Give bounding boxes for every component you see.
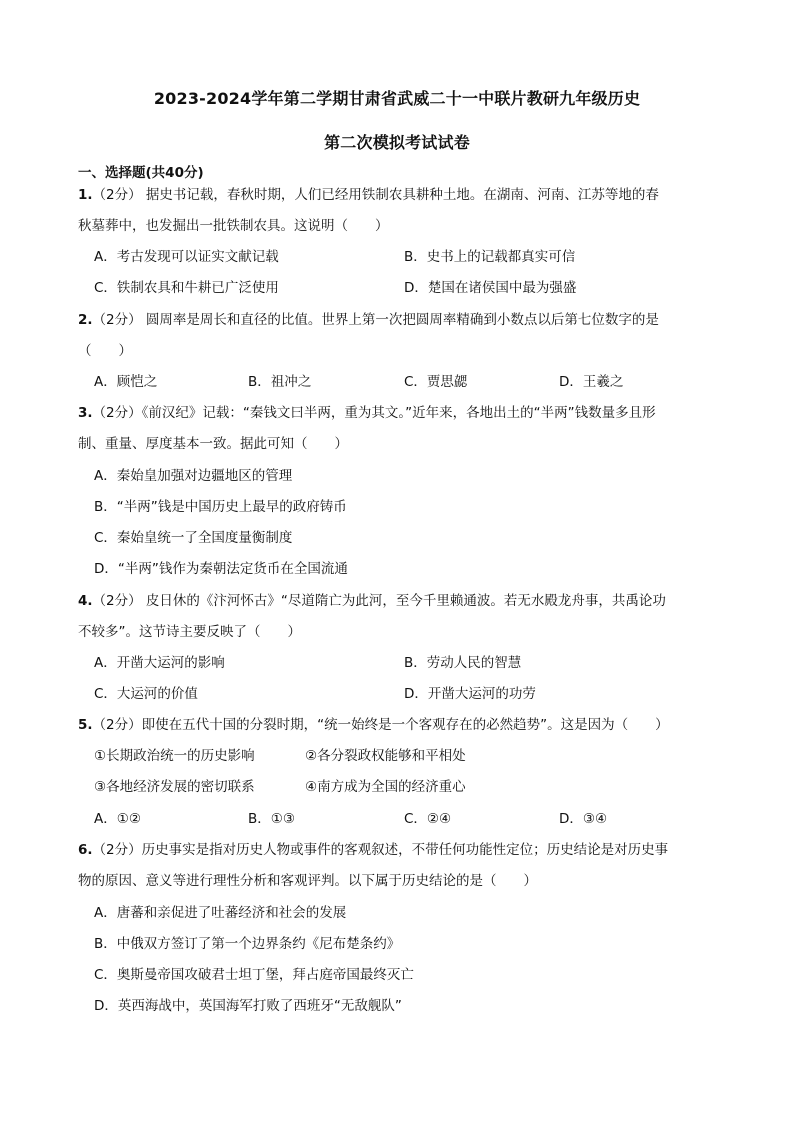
option-b: B．“半两”钱是中国历史上最早的政府铸币 [94, 499, 347, 515]
option-b: B．①③ [248, 811, 295, 827]
statement-2: ②各分裂政权能够和平相处 [305, 748, 466, 764]
question-number: 6. [78, 842, 93, 858]
option-c: C．铁制农具和牛耕已广泛使用 [94, 280, 279, 296]
question-4 [78, 591, 666, 611]
question-text: （2分）《前汉纪》记载：“秦钱文曰半两，重为其文。”近年来，各地出土的“半两”钱数量多且形 [92, 405, 656, 421]
option-d: D．英西海战中，英国海军打败了西班牙“无敌舰队” [94, 998, 402, 1014]
option-b: B．劳动人民的智慧 [404, 655, 522, 671]
statement-3: ③各地经济发展的密切联系 [94, 779, 255, 795]
question-number: 5. [78, 717, 93, 733]
page-subtitle: 第二次模拟考试试卷 [324, 133, 470, 152]
question-text: （2分） 皮日休的《汴河怀古》“尽道隋亡为此河，至今千里赖通波。若无水殿龙舟事，共禹论功 [92, 593, 666, 609]
option-d: D．王羲之 [559, 374, 624, 390]
option-a: A．顾恺之 [94, 374, 158, 390]
question-text-cont: 不较多”。这节诗主要反映了（ ） [78, 624, 301, 640]
option-c: C．贾思勰 [404, 374, 468, 390]
question-3 [78, 403, 656, 423]
option-a: A．①② [94, 811, 141, 827]
question-number: 1. [78, 187, 93, 203]
page-title: 2023-2024学年第二学期甘肃省武威二十一中联片教研九年级历史 [153, 89, 641, 108]
question-text-cont: （ ） [78, 343, 132, 359]
option-b: B．中俄双方签订了第一个边界条约《尼布楚条约》 [94, 936, 401, 952]
question-text: （2分） 据史书记载，春秋时期，人们已经用铁制农具耕种土地。在湖南、河南、江苏等地的春 [92, 187, 659, 203]
question-2 [78, 310, 659, 330]
question-6 [78, 840, 668, 860]
option-d: D．开凿大运河的功劳 [404, 686, 536, 702]
option-c: C．奥斯曼帝国攻破君士坦丁堡，拜占庭帝国最终灭亡 [94, 967, 414, 983]
option-c: C．②④ [404, 811, 452, 827]
question-5 [78, 715, 669, 735]
option-d: D．楚国在诸侯国中最为强盛 [404, 280, 577, 296]
question-text: （2分）历史事实是指对历史人物或事件的客观叙述，不带任何功能性定位；历史结论是对历史事 [92, 842, 669, 858]
section-heading: 一、选择题(共40分) [78, 165, 204, 181]
option-a: A．唐蕃和亲促进了吐蕃经济和社会的发展 [94, 905, 347, 921]
option-a: A．考古发现可以证实文献记载 [94, 249, 279, 265]
question-number: 4. [78, 593, 93, 609]
question-text: （2分） 圆周率是周长和直径的比值。世界上第一次把圆周率精确到小数点以后第七位数字的是 [92, 312, 659, 328]
question-text-cont: 物的原因、意义等进行理性分析和客观评判。以下属于历史结论的是（ ） [78, 873, 537, 889]
question-text-cont: 制、重量、厚度基本一致。据此可知（ ） [78, 436, 348, 452]
question-number: 3. [78, 405, 93, 421]
question-number: 2. [78, 312, 93, 328]
option-b: B．祖冲之 [248, 374, 312, 390]
option-d: D．“半两”钱作为秦朝法定货币在全国流通 [94, 561, 348, 577]
option-c: C．秦始皇统一了全国度量衡制度 [94, 530, 293, 546]
question-text: （2分）即使在五代十国的分裂时期，“统一始终是一个客观存在的必然趋势”。这是因为（ ） [92, 717, 669, 733]
question-text-cont: 秋墓葬中，也发掘出一批铁制农具。这说明（ ） [78, 218, 389, 234]
option-a: A．开凿大运河的影响 [94, 655, 225, 671]
statement-1: ①长期政治统一的历史影响 [94, 748, 255, 764]
option-a: A．秦始皇加强对边疆地区的管理 [94, 468, 293, 484]
option-b: B．史书上的记载都真实可信 [404, 249, 576, 265]
statement-4: ④南方成为全国的经济重心 [305, 779, 466, 795]
question-1 [78, 185, 659, 205]
option-d: D．③④ [559, 811, 608, 827]
option-c: C．大运河的价值 [94, 686, 198, 702]
